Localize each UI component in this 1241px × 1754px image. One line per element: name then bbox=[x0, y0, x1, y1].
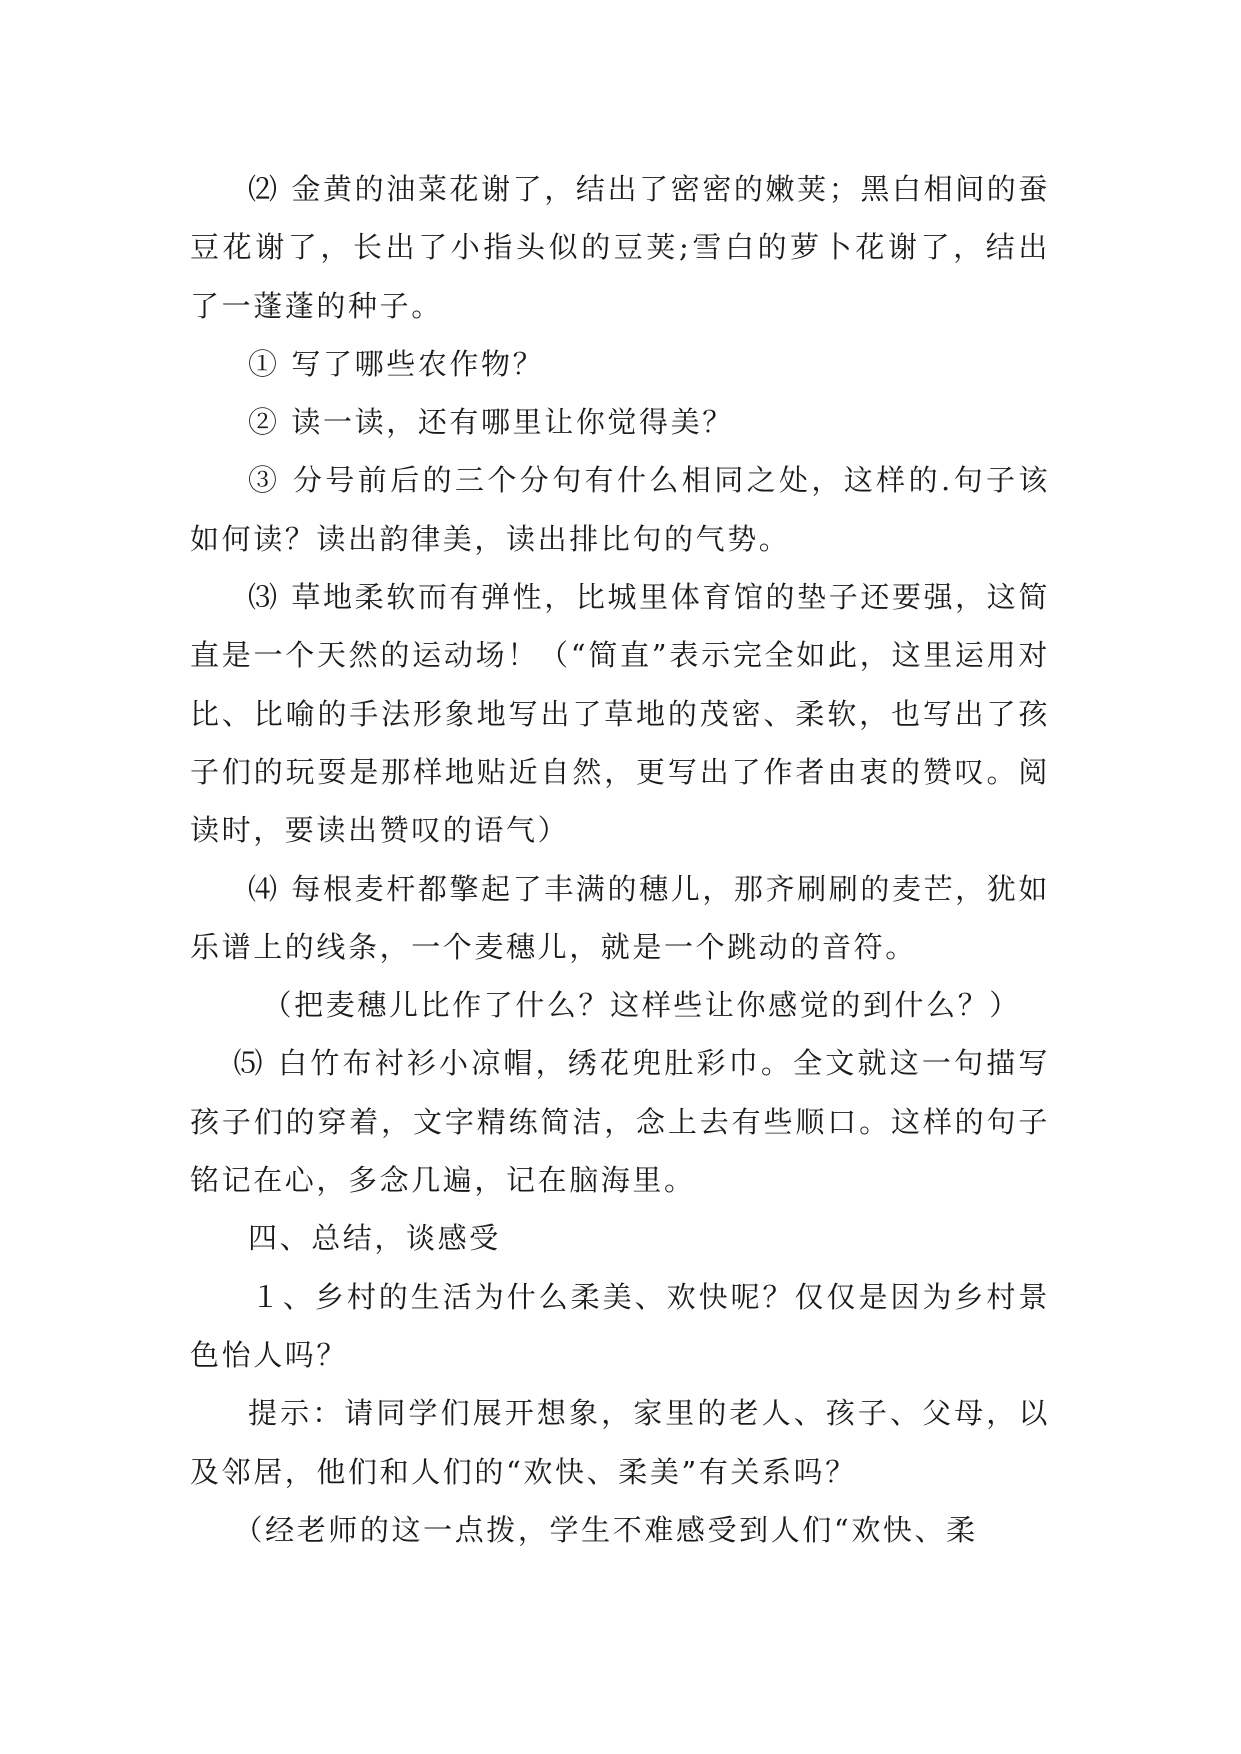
paragraph-grassland: ⑶ 草地柔软而有弹性，比城里体育馆的垫子还要强，这简直是一个天然的运动场！（“简直”表示完全如此，这里运用对比、比喻的手法形象地写出了草地的茂密、柔软，也写出了孩子们的玩耍是那样地贴近自然，更写出了作者由衷的赞叹。阅读时，要读出赞叹的语气） bbox=[190, 580, 1050, 848]
hint-paragraph: 提示：请同学们展开想象，家里的老人、孩子、父母，以及邻居，他们和人们的“欢快、柔美”有关系吗？ bbox=[190, 1396, 1050, 1489]
question-semicolon-clauses: ③ 分号前后的三个分句有什么相同之处，这样的.句子该如何读？读出韵律美，读出排比句的气势。 bbox=[190, 463, 1050, 556]
paragraph-wheat: ⑷ 每根麦杆都擎起了丰满的穗儿，那齐刷刷的麦芒，犹如乐谱上的线条，一个麦穗儿，就是一个跳动的音符。 bbox=[190, 871, 1050, 964]
question-beauty: ② 读一读，还有哪里让你觉得美？ bbox=[248, 405, 734, 440]
summary-question-1: １、乡村的生活为什么柔美、欢快呢？仅仅是因为乡村景色怡人吗？ bbox=[190, 1279, 1050, 1372]
teacher-guidance-paragraph: （经老师的这一点拨，学生不难感受到人们“欢快、柔 bbox=[233, 1512, 978, 1547]
section-heading-summary: 四、总结，谈感受 bbox=[248, 1221, 501, 1256]
body-text bbox=[190, 160, 1050, 1559]
paragraph-rapeseed-beans: ⑵ 金黄的油菜花谢了，结出了密密的嫩荚；黑白相间的蚕豆花谢了，长出了小指头似的豆荚;雪白的萝卜花谢了，结出了一蓬蓬的种子。 bbox=[190, 172, 1050, 323]
question-crops: ① 写了哪些农作物？ bbox=[248, 346, 545, 381]
paragraph-clothing: ⑸ 白竹布衬衫小凉帽，绣花兜肚彩巾。全文就这一句描写孩子们的穿着，文字精练简洁，念上去有些顺口。这样的句子铭记在心，多念几遍，记在脑海里。 bbox=[190, 1046, 1050, 1198]
question-wheat-metaphor: （把麦穗儿比作了什么？这样些让你感觉的到什么？） bbox=[262, 988, 1021, 1023]
